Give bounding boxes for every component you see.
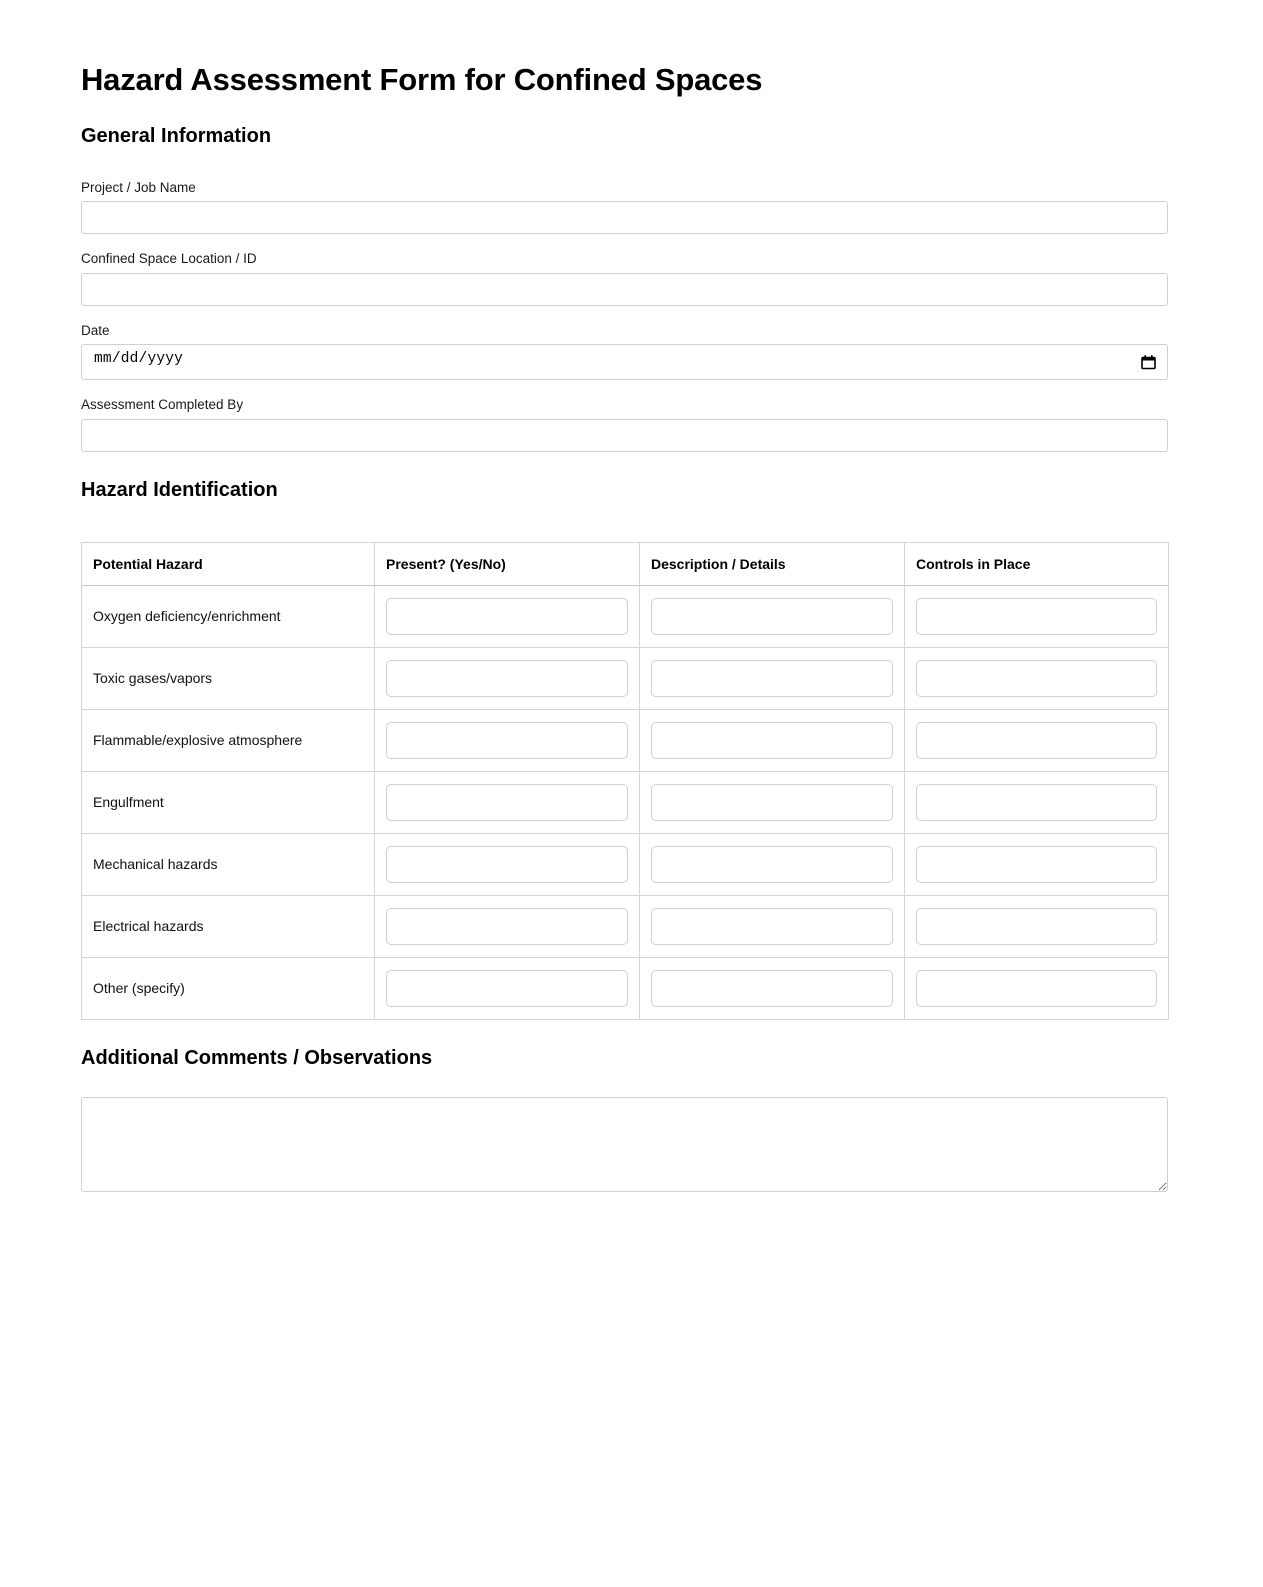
label-confined-space-location-id: Confined Space Location / ID (81, 251, 257, 267)
table-row (82, 957, 1169, 1019)
controls-input-row-6[interactable] (916, 908, 1157, 945)
hazard-label: Engulfment (82, 771, 375, 833)
section-heading-general-information: General Information (81, 124, 272, 147)
present-input-row-6[interactable] (386, 908, 628, 945)
date-separator-1: / (111, 351, 121, 368)
present-input-row-2[interactable] (386, 660, 628, 697)
cell-description (640, 957, 905, 1019)
date-day-segment[interactable]: dd (120, 351, 139, 368)
project-job-name-input[interactable] (81, 201, 1168, 234)
description-input-row-4[interactable] (651, 784, 893, 821)
table-header (82, 542, 1169, 585)
field-group-project-job-name (81, 179, 1168, 235)
cell-controls (905, 709, 1169, 771)
hazard-label: Flammable/explosive atmosphere (82, 709, 375, 771)
table-header-row (82, 542, 1169, 585)
page-title: Hazard Assessment Form for Confined Spaces (81, 62, 763, 97)
date-placeholder (94, 351, 1133, 367)
description-input-row-1[interactable] (651, 598, 893, 635)
general-information-fields (81, 179, 1168, 452)
date-year-segment[interactable]: yyyy (147, 351, 184, 368)
controls-input-row-2[interactable] (916, 660, 1157, 697)
table-row (82, 771, 1169, 833)
label-date: Date (81, 322, 110, 338)
assessment-completed-by-input[interactable] (81, 419, 1168, 452)
cell-controls (905, 895, 1169, 957)
section-heading-additional-comments: Additional Comments / Observations (81, 1046, 433, 1069)
cell-present (375, 957, 640, 1019)
column-header-description: Description / Details (640, 542, 905, 585)
cell-description (640, 709, 905, 771)
additional-comments-textarea[interactable] (81, 1097, 1168, 1192)
controls-input-row-5[interactable] (916, 846, 1157, 883)
hazard-label: Toxic gases/vapors (82, 647, 375, 709)
cell-present (375, 895, 640, 957)
date-month-segment[interactable]: mm (94, 351, 112, 368)
cell-controls (905, 957, 1169, 1019)
description-input-row-7[interactable] (651, 970, 893, 1007)
controls-input-row-4[interactable] (916, 784, 1157, 821)
cell-present (375, 585, 640, 647)
present-input-row-1[interactable] (386, 598, 628, 635)
column-header-controls-in-place: Controls in Place (905, 542, 1169, 585)
field-group-assessment-completed-by (81, 396, 1168, 452)
cell-present (375, 771, 640, 833)
cell-description (640, 833, 905, 895)
column-header-present: Present? (Yes/No) (375, 542, 640, 585)
description-input-row-6[interactable] (651, 908, 893, 945)
controls-input-row-3[interactable] (916, 722, 1157, 759)
present-input-row-3[interactable] (386, 722, 628, 759)
description-input-row-5[interactable] (651, 846, 893, 883)
hazard-identification-table (81, 542, 1169, 1020)
hazard-label: Mechanical hazards (82, 833, 375, 895)
table-row (82, 833, 1169, 895)
cell-description (640, 895, 905, 957)
column-header-potential-hazard: Potential Hazard (82, 542, 375, 585)
field-group-date (81, 322, 1168, 381)
field-group-confined-space-location-id (81, 250, 1168, 306)
date-input[interactable] (81, 344, 1168, 380)
table-row (82, 709, 1169, 771)
date-input-wrapper (81, 344, 1168, 380)
hazard-label: Electrical hazards (82, 895, 375, 957)
label-project-job-name: Project / Job Name (81, 179, 196, 195)
hazard-identification-table-wrapper (81, 542, 1168, 1020)
additional-comments-section (81, 1046, 1168, 1192)
cell-controls (905, 833, 1169, 895)
hazard-label: Oxygen deficiency/enrichment (82, 585, 375, 647)
cell-controls (905, 771, 1169, 833)
description-input-row-2[interactable] (651, 660, 893, 697)
cell-description (640, 647, 905, 709)
calendar-icon[interactable] (1141, 355, 1156, 370)
section-heading-hazard-identification: Hazard Identification (81, 478, 278, 501)
table-row (82, 647, 1169, 709)
date-separator-2: / (138, 351, 148, 368)
table-body (82, 585, 1169, 1019)
present-input-row-7[interactable] (386, 970, 628, 1007)
table-row (82, 895, 1169, 957)
controls-input-row-7[interactable] (916, 970, 1157, 1007)
cell-controls (905, 585, 1169, 647)
cell-present (375, 833, 640, 895)
label-assessment-completed-by: Assessment Completed By (81, 397, 244, 413)
present-input-row-4[interactable] (386, 784, 628, 821)
cell-description (640, 585, 905, 647)
description-input-row-3[interactable] (651, 722, 893, 759)
cell-present (375, 647, 640, 709)
hazard-label: Other (specify) (82, 957, 375, 1019)
cell-description (640, 771, 905, 833)
cell-present (375, 709, 640, 771)
controls-input-row-1[interactable] (916, 598, 1157, 635)
cell-controls (905, 647, 1169, 709)
present-input-row-5[interactable] (386, 846, 628, 883)
table-row (82, 585, 1169, 647)
confined-space-location-id-input[interactable] (81, 273, 1168, 306)
